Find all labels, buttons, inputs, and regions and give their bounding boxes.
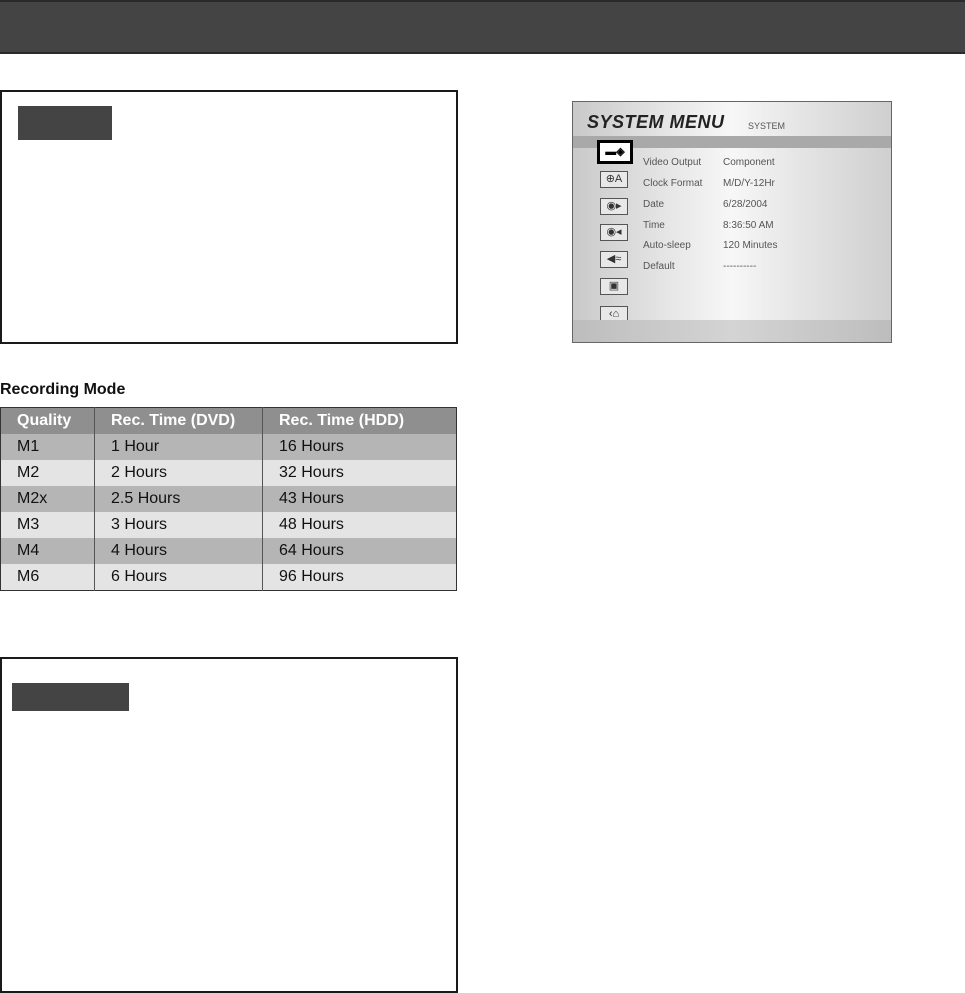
table-cell: M2x — [1, 486, 95, 512]
setting-value[interactable]: 8:36:50 AM — [723, 220, 774, 231]
table-cell: 1 Hour — [95, 434, 263, 460]
table-cell: M4 — [1, 538, 95, 564]
table-row — [1, 486, 457, 512]
recording-mode-table — [0, 407, 457, 591]
table-cell: 48 Hours — [263, 512, 457, 538]
setting-label: Auto-sleep — [643, 240, 691, 251]
table-cell: 96 Hours — [263, 564, 457, 591]
upper-box-tab — [18, 106, 112, 140]
table-row — [1, 564, 457, 591]
screen-footer-band — [573, 320, 891, 342]
video-output-icon[interactable]: ▬◈ — [597, 140, 633, 164]
table-cell: 64 Hours — [263, 538, 457, 564]
lower-text-box — [0, 657, 458, 993]
table-row — [1, 512, 457, 538]
column-header: Rec. Time (DVD) — [95, 408, 263, 435]
table-cell: 2 Hours — [95, 460, 263, 486]
column-header: Quality — [1, 408, 95, 435]
table-cell: 32 Hours — [263, 460, 457, 486]
system-menu-title: SYSTEM MENU — [587, 112, 725, 132]
tv-icon[interactable]: ▣ — [600, 278, 628, 295]
setting-value[interactable]: Component — [723, 157, 775, 168]
table-cell: M2 — [1, 460, 95, 486]
exit-icon[interactable]: ‹⌂ — [600, 306, 628, 323]
setting-label: Date — [643, 199, 665, 210]
table-cell: 4 Hours — [95, 538, 263, 564]
setting-value[interactable]: ---------- — [723, 261, 757, 272]
setting-label: Default — [643, 261, 675, 272]
column-header: Rec. Time (HDD) — [263, 408, 457, 435]
table-cell: M1 — [1, 434, 95, 460]
setting-label: Time — [643, 220, 665, 231]
setting-label: Clock Format — [643, 178, 703, 189]
table-header-row — [1, 408, 457, 435]
setting-value[interactable]: 6/28/2004 — [723, 199, 768, 210]
table-cell: 6 Hours — [95, 564, 263, 591]
table-cell: M3 — [1, 512, 95, 538]
table-row — [1, 434, 457, 460]
setting-value[interactable]: M/D/Y-12Hr — [723, 178, 775, 189]
playback-icon[interactable]: ◉▸ — [600, 198, 628, 215]
header-bar — [0, 0, 965, 54]
table-row — [1, 538, 457, 564]
setting-label: Video Output — [643, 157, 702, 168]
table-cell: 16 Hours — [263, 434, 457, 460]
table-row — [1, 460, 457, 486]
table-cell: 43 Hours — [263, 486, 457, 512]
table-cell: 3 Hours — [95, 512, 263, 538]
system-menu-subtitle: SYSTEM — [748, 121, 786, 131]
recording-mode-title: Recording Mode — [0, 381, 126, 398]
setting-value[interactable]: 120 Minutes — [723, 240, 778, 251]
audio-icon[interactable]: ◀≈ — [600, 251, 628, 268]
lower-box-tab — [12, 683, 129, 711]
system-menu-screen — [572, 101, 892, 343]
table-cell: M6 — [1, 564, 95, 591]
table-cell: 2.5 Hours — [95, 486, 263, 512]
recording-icon[interactable]: ◉◂ — [600, 224, 628, 241]
language-icon[interactable]: ⊕A — [600, 171, 628, 188]
upper-text-box — [0, 90, 458, 344]
